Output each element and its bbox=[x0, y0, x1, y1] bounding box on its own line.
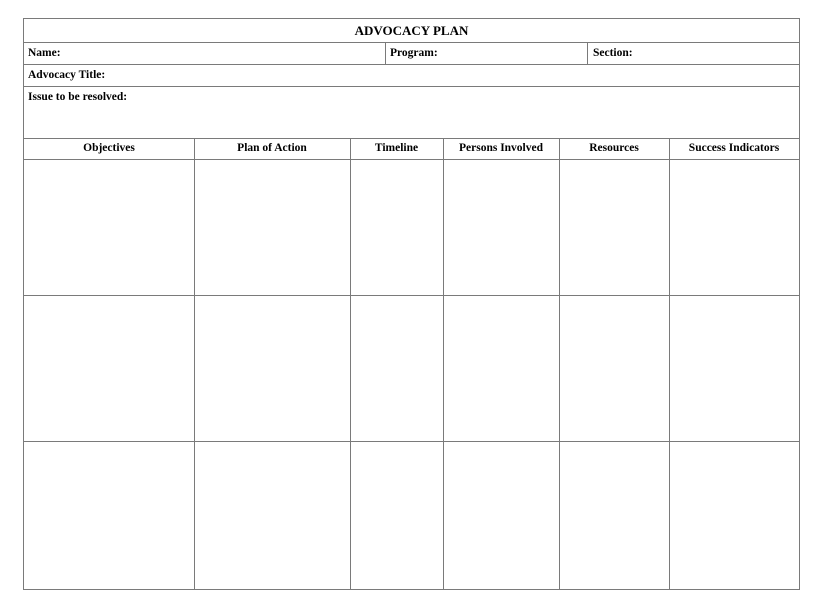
resources-cell[interactable] bbox=[560, 442, 669, 589]
issue-row bbox=[24, 87, 799, 139]
table-row bbox=[24, 160, 799, 296]
column-header-timeline: Timeline bbox=[374, 142, 419, 154]
divider bbox=[385, 43, 386, 64]
timeline-cell[interactable] bbox=[351, 442, 443, 589]
divider bbox=[587, 43, 588, 64]
column-header-persons-involved: Persons Involved bbox=[458, 142, 544, 154]
plan-grid bbox=[24, 160, 799, 589]
section-label: Section: bbox=[593, 47, 633, 59]
issue-label: Issue to be resolved: bbox=[28, 91, 128, 103]
column-header-resources: Resources bbox=[589, 142, 639, 154]
advocacy-plan-form bbox=[23, 18, 800, 590]
success-indicators-cell[interactable] bbox=[670, 160, 799, 295]
table-row bbox=[24, 442, 799, 589]
column-header-objectives: Objectives bbox=[83, 142, 135, 154]
success-indicators-cell[interactable] bbox=[670, 442, 799, 589]
column-header-plan-of-action: Plan of Action bbox=[237, 142, 307, 154]
form-title-row bbox=[24, 19, 799, 43]
table-row bbox=[24, 296, 799, 442]
objectives-cell[interactable] bbox=[24, 160, 194, 295]
name-program-section-row bbox=[24, 43, 799, 65]
persons-involved-cell[interactable] bbox=[444, 442, 559, 589]
form-title: ADVOCACY PLAN bbox=[354, 23, 469, 38]
resources-cell[interactable] bbox=[560, 160, 669, 295]
column-header-success-indicators: Success Indicators bbox=[688, 142, 780, 154]
plan-of-action-cell[interactable] bbox=[195, 296, 350, 441]
objectives-cell[interactable] bbox=[24, 442, 194, 589]
advocacy-title-row bbox=[24, 65, 799, 87]
success-indicators-cell[interactable] bbox=[670, 296, 799, 441]
timeline-cell[interactable] bbox=[351, 296, 443, 441]
name-label: Name: bbox=[28, 47, 61, 59]
column-header-row bbox=[24, 139, 799, 160]
program-label: Program: bbox=[390, 47, 438, 59]
persons-involved-cell[interactable] bbox=[444, 296, 559, 441]
plan-of-action-cell[interactable] bbox=[195, 160, 350, 295]
persons-involved-cell[interactable] bbox=[444, 160, 559, 295]
resources-cell[interactable] bbox=[560, 296, 669, 441]
objectives-cell[interactable] bbox=[24, 296, 194, 441]
advocacy-title-label: Advocacy Title: bbox=[28, 69, 106, 81]
plan-of-action-cell[interactable] bbox=[195, 442, 350, 589]
timeline-cell[interactable] bbox=[351, 160, 443, 295]
